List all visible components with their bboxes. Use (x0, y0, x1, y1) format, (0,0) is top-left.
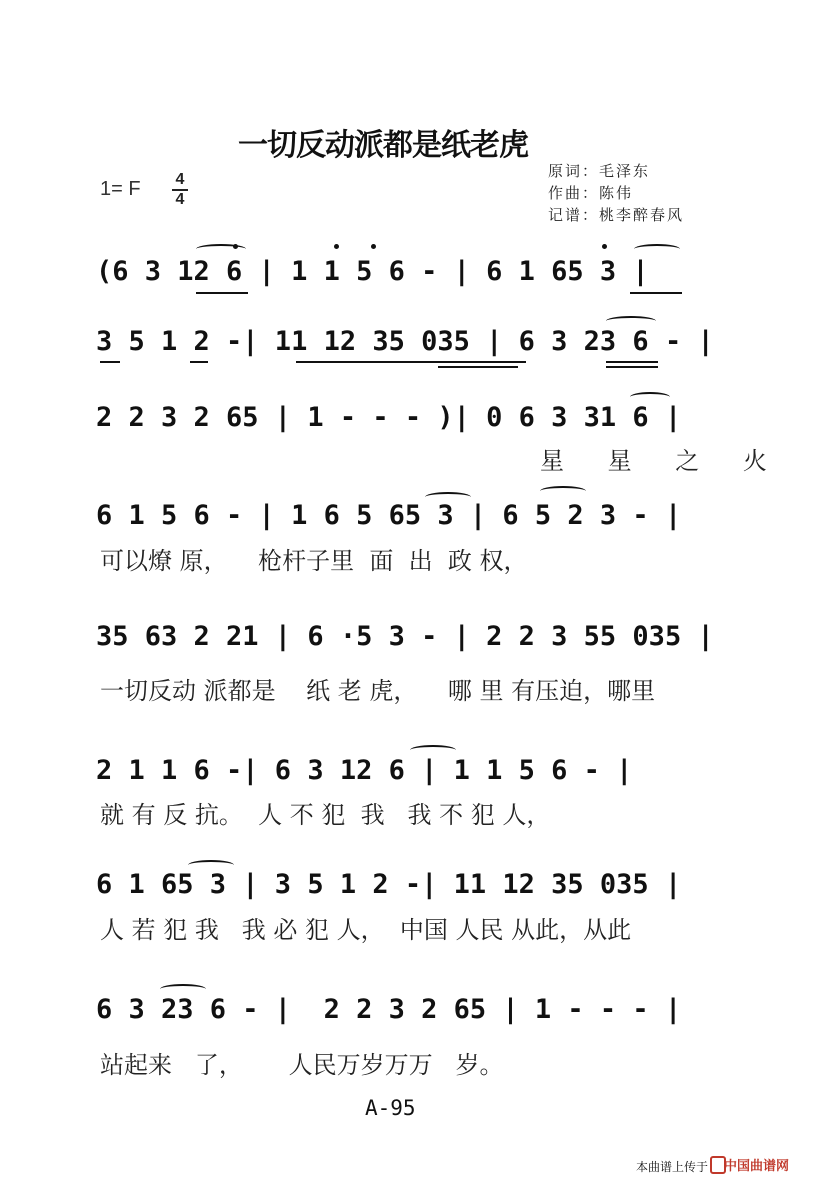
slur (188, 860, 234, 870)
beat-underline (438, 366, 518, 368)
notation-line: 35 63 2 21 | 6 ·5 3 - | 2 2 3 55 035 | (96, 621, 714, 652)
beat-underline (296, 361, 526, 363)
slur (540, 486, 586, 496)
score-line-3 (96, 398, 746, 438)
slur (630, 392, 670, 402)
score-line-1 (96, 252, 746, 292)
slur (606, 316, 656, 326)
score-line-8 (96, 990, 746, 1030)
notation-line: 2 1 1 6 -| 6 3 12 6 | 1 1 5 6 - | (96, 755, 633, 786)
time-signature-bottom: 4 (175, 191, 185, 208)
beat-underline (606, 366, 658, 368)
slur (410, 745, 456, 755)
score-line-2 (96, 322, 746, 362)
beat-underline (190, 361, 208, 363)
octave-dot (371, 244, 376, 249)
octave-dot (602, 244, 607, 249)
score-line-4 (96, 496, 746, 536)
slur (425, 492, 471, 502)
credits (548, 160, 684, 226)
beat-underline (196, 292, 248, 294)
composer-credit: 作曲：陈伟 (548, 184, 634, 202)
slur (160, 984, 206, 994)
upload-notice: 本曲谱上传于 (636, 1160, 709, 1174)
slur (196, 244, 246, 254)
notation-line: 6 1 5 6 - | 1 6 5 65 3 | 6 5 2 3 - | (96, 500, 682, 531)
page-number: A-95 (365, 1096, 416, 1120)
slur (634, 244, 680, 254)
lyrics-line: 就 有 反 抗。 人 不 犯 我 我 不 犯 人， (100, 801, 551, 829)
song-title: 一切反动派都是纸老虎 (238, 128, 528, 163)
score-line-7 (96, 865, 746, 905)
octave-dot (334, 244, 339, 249)
site-logo-text[interactable]: 中国曲谱网 (724, 1159, 790, 1174)
key-signature: 1= F (100, 178, 141, 200)
lyrics-line: 站起来 了， 人民万岁万万 岁。 (100, 1051, 504, 1079)
beat-underline (606, 361, 658, 363)
transcriber-credit: 记谱：桃李醉春风 (548, 206, 685, 224)
time-signature (172, 172, 188, 208)
score-line-5 (96, 617, 746, 657)
notation-line: 6 3 23 6 - | 2 2 3 2 65 | 1 - - - | (96, 994, 682, 1025)
time-signature-top: 4 (175, 171, 185, 188)
lyricist-credit: 原词：毛泽东 (548, 162, 651, 180)
notation-line: (6 3 12 6 | 1 1 5 6 - | 6 1 65 3 | (96, 256, 649, 287)
lyrics-line: 可以燎 原， 枪杆子里 面 出 政 权， (100, 547, 528, 575)
notation-line: 6 1 65 3 | 3 5 1 2 -| 11 12 35 035 | (96, 869, 682, 900)
lyrics-line: 人 若 犯 我 我 必 犯 人， 中国 人民 从此，从此 (100, 916, 632, 944)
score-line-6 (96, 751, 746, 791)
lyrics-line: 星 星 之 火 (540, 447, 785, 475)
beat-underline (100, 361, 120, 363)
beat-underline (630, 292, 682, 294)
lyrics-line: 一切反动 派都是 纸 老 虎， 哪 里 有压迫，哪里 (100, 677, 656, 705)
notation-line: 2 2 3 2 65 | 1 - - - )| 0 6 3 31 6 | (96, 402, 682, 433)
notation-line: 3 5 1 2 -| 11 12 35 035 | 6 3 23 6 - | (96, 326, 714, 357)
